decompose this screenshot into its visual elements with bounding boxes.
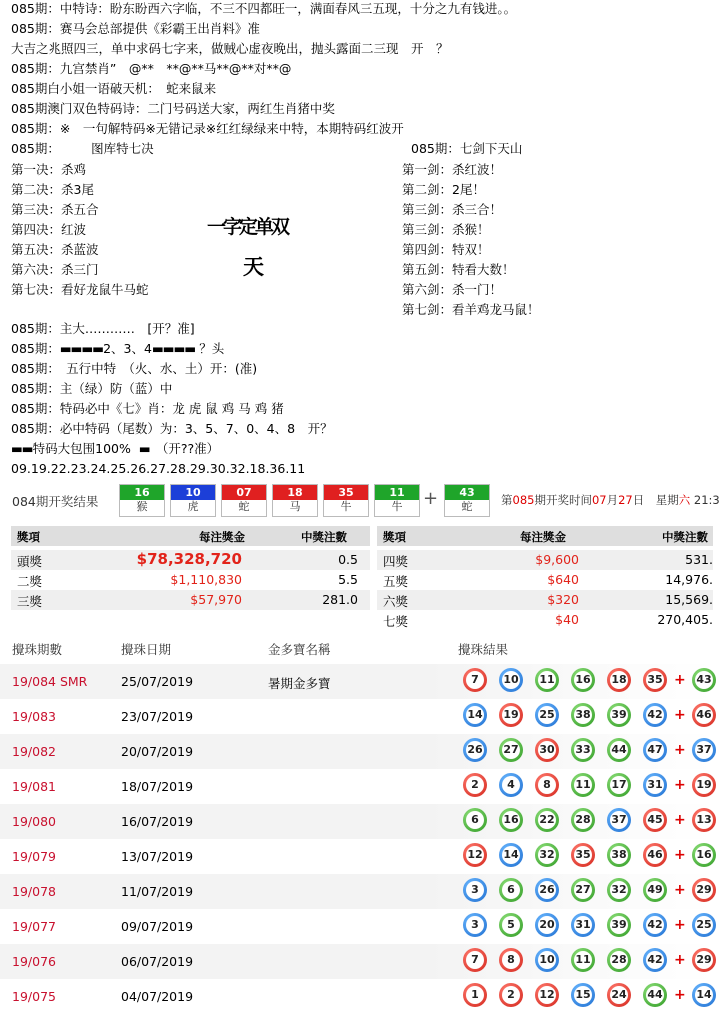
result-ball xyxy=(499,878,523,902)
ball-number: 4 xyxy=(502,776,520,794)
prize-count: 14,976. xyxy=(665,572,713,587)
jue-item: 第六决：杀三门 xyxy=(11,262,99,277)
result-ball xyxy=(571,948,595,972)
ball-number: 43 xyxy=(445,485,489,500)
result-ball xyxy=(374,484,420,517)
ball-number: 8 xyxy=(502,951,520,969)
ball-number: 42 xyxy=(646,916,664,934)
draw-date: 11/07/2019 xyxy=(121,884,194,899)
plus-sign: + xyxy=(423,488,439,509)
result-ball xyxy=(463,808,487,832)
result-ball xyxy=(643,878,667,902)
result-ball xyxy=(607,808,631,832)
ball-number: 7 xyxy=(466,951,484,969)
ball-number: 18 xyxy=(610,671,628,689)
prize-amount: $640 xyxy=(547,572,579,587)
ball-number: 15 xyxy=(574,986,592,1004)
draw-issue: 19/084 SMR xyxy=(12,674,88,689)
history-row xyxy=(0,664,713,699)
ball-number: 10 xyxy=(171,485,215,500)
draw-issue: 19/075 xyxy=(12,989,56,1004)
history-row xyxy=(0,804,713,839)
plus-sign: + xyxy=(674,952,686,968)
prize-count: 531. xyxy=(685,552,713,567)
ball-number: 11 xyxy=(574,951,592,969)
result-ball xyxy=(571,703,595,727)
history-row xyxy=(0,769,713,804)
prize-row xyxy=(377,550,713,570)
draw-name: 暑期金多寶 xyxy=(268,676,331,691)
result-ball xyxy=(643,703,667,727)
result-ball xyxy=(535,948,559,972)
result-ball xyxy=(535,878,559,902)
verse-line-6: 085期澳门双色特码诗：二门号码送大家，两红生肖猪中奖 xyxy=(11,101,335,116)
info-day: 27 xyxy=(618,493,633,507)
special-ball xyxy=(692,773,716,797)
special-ball xyxy=(692,703,716,727)
jue-item: 第四决：红波 xyxy=(11,222,87,237)
draw-result-bar xyxy=(0,483,720,517)
ball-number: 44 xyxy=(610,741,628,759)
result-ball xyxy=(272,484,318,517)
ball-number: 28 xyxy=(610,951,628,969)
ball-number: 2 xyxy=(466,776,484,794)
col-count: 中獎注數 xyxy=(662,530,708,544)
prize-amount: $40 xyxy=(555,612,579,627)
ball-number: 29 xyxy=(695,881,713,899)
result-ball xyxy=(463,878,487,902)
info-text: 月 xyxy=(606,493,619,507)
draw-issue: 19/081 xyxy=(12,779,56,794)
result-ball xyxy=(499,948,523,972)
plus-sign: + xyxy=(674,987,686,1003)
ball-zodiac: 蛇 xyxy=(238,500,250,513)
result-ball xyxy=(571,773,595,797)
plus-sign: + xyxy=(674,882,686,898)
prize-row xyxy=(11,550,370,570)
special-ball xyxy=(692,738,716,762)
result-ball xyxy=(535,913,559,937)
ball-zodiac: 虎 xyxy=(187,500,199,513)
prediction-line-3: 085期： 五行中特 （火、水、土）开：(准) xyxy=(11,361,258,376)
draw-issue: 19/082 xyxy=(12,744,56,759)
ball-zodiac: 牛 xyxy=(340,500,352,513)
prize-count: 5.5 xyxy=(338,572,358,587)
special-ball xyxy=(692,913,716,937)
prize-row xyxy=(377,570,713,590)
result-ball xyxy=(499,703,523,727)
result-ball xyxy=(323,484,369,517)
ball-number: 11 xyxy=(574,776,592,794)
result-ball xyxy=(535,808,559,832)
ball-number: 3 xyxy=(466,916,484,934)
info-text: 日 星期 xyxy=(632,493,679,507)
ball-number: 46 xyxy=(695,706,713,724)
result-ball xyxy=(607,878,631,902)
ball-number: 11 xyxy=(538,671,556,689)
info-month: 07 xyxy=(591,493,607,507)
plus-sign: + xyxy=(674,917,686,933)
col-prize: 獎項 xyxy=(17,530,40,544)
result-ball xyxy=(643,738,667,762)
ball-number: 20 xyxy=(538,916,556,934)
prize-amount: $9,600 xyxy=(535,552,579,567)
draw-issue: 19/079 xyxy=(12,849,56,864)
sword-item: 第二剑：2尾！ xyxy=(402,182,485,197)
prize-count: 15,569. xyxy=(665,592,713,607)
result-ball xyxy=(463,738,487,762)
prediction-line-7 xyxy=(11,440,219,458)
ball-number: 14 xyxy=(695,986,713,1004)
draw-issue: 19/080 xyxy=(12,814,56,829)
ball-number: 16 xyxy=(695,846,713,864)
draw-issue: 19/076 xyxy=(12,954,56,969)
result-ball xyxy=(221,484,267,517)
verse-line-4: 085期：九宫禁肖” @** **@**马**@**对**@ xyxy=(11,61,292,76)
ball-number: 22 xyxy=(538,811,556,829)
verse-line-1: 085期：中特诗：盼东盼西六字临，不三不四都旺一，满面春风三五现，十分之九有钱进。。 xyxy=(11,1,517,16)
prize-amount: $78,328,720 xyxy=(136,550,242,568)
ball-zodiac: 蛇 xyxy=(461,500,473,513)
bar-glyphs: ▬▬▬▬ xyxy=(59,341,104,356)
ball-number: 10 xyxy=(502,671,520,689)
special-ball xyxy=(692,808,716,832)
package-suffix: （开??准） xyxy=(149,441,220,456)
prize-row xyxy=(377,590,713,610)
ball-number: 30 xyxy=(538,741,556,759)
result-ball xyxy=(571,738,595,762)
ball-number: 6 xyxy=(502,881,520,899)
sword-item: 第五剑：特看大数！ xyxy=(402,262,515,277)
prediction-line-5: 085期：特码必中《七》肖：龙 虎 鼠 鸡 马 鸡 猪 xyxy=(11,401,284,416)
result-ball xyxy=(571,913,595,937)
plus-sign: + xyxy=(674,707,686,723)
draw-issue: 19/078 xyxy=(12,884,56,899)
col-name: 金多寶名稱 xyxy=(268,642,331,657)
result-ball xyxy=(535,983,559,1007)
history-row xyxy=(0,874,713,909)
number-list: 09.19.22.23.24.25.26.27.28.29.30.32.18.36.11 xyxy=(11,461,306,476)
prize-name: 二獎 xyxy=(17,574,43,589)
col-amount: 每注獎金 xyxy=(520,530,566,544)
jue-item: 第二决：杀3尾 xyxy=(11,182,94,197)
ball-number: 26 xyxy=(466,741,484,759)
ball-number: 37 xyxy=(610,811,628,829)
prize-name: 三獎 xyxy=(17,594,43,609)
bar-glyphs: ▬ xyxy=(138,441,150,456)
col-issue: 攪珠期數 xyxy=(12,642,63,657)
ball-number: 25 xyxy=(695,916,713,934)
ball-number: 32 xyxy=(538,846,556,864)
verse-line-3: 大吉之兆照四三，单中求码七字来，做贼心虚夜晚出，抛头露面二三现 开 ？ xyxy=(11,41,449,56)
result-ball xyxy=(463,773,487,797)
ball-number: 11 xyxy=(375,485,419,500)
ball-number: 44 xyxy=(646,986,664,1004)
ball-number: 18 xyxy=(273,485,317,500)
prize-name: 六獎 xyxy=(383,594,409,609)
history-row xyxy=(0,699,713,734)
jue-item: 第三决：杀五合 xyxy=(11,202,99,217)
result-ball xyxy=(535,738,559,762)
ball-number: 28 xyxy=(574,811,592,829)
ball-zodiac: 猴 xyxy=(136,500,148,513)
ball-number: 39 xyxy=(610,706,628,724)
prize-count: 0.5 xyxy=(338,552,358,567)
draw-date: 25/07/2019 xyxy=(121,674,194,689)
history-row xyxy=(0,944,713,979)
col-result: 攪珠結果 xyxy=(458,642,509,657)
next-draw-info xyxy=(501,492,720,508)
prediction-line-4: 085期：主（绿）防（蓝）中 xyxy=(11,381,173,396)
info-weekday: 六 xyxy=(678,493,691,507)
ball-number: 5 xyxy=(502,916,520,934)
ball-number: 47 xyxy=(646,741,664,759)
result-label: 084期开奖结果 xyxy=(12,494,99,509)
verse-line-7: 085期：※ 一句解特码※无错记录※红红绿绿来中特，本期特码红波开 xyxy=(11,121,404,136)
result-ball xyxy=(571,808,595,832)
ball-number: 35 xyxy=(324,485,368,500)
prize-header-right xyxy=(377,526,713,546)
jue-item: 第五决：杀蓝波 xyxy=(11,242,99,257)
ball-number: 49 xyxy=(646,881,664,899)
col-amount: 每注獎金 xyxy=(199,530,245,544)
ball-number: 32 xyxy=(610,881,628,899)
draw-date: 09/07/2019 xyxy=(121,919,194,934)
ball-number: 29 xyxy=(695,951,713,969)
prize-amount: $57,970 xyxy=(190,592,242,607)
draw-date: 18/07/2019 xyxy=(121,779,194,794)
result-ball xyxy=(499,668,523,692)
special-ball xyxy=(692,668,716,692)
plus-sign: + xyxy=(674,672,686,688)
sword-item: 第七剑：看羊鸡龙马鼠！ xyxy=(402,302,540,317)
result-ball xyxy=(499,913,523,937)
ball-number: 1 xyxy=(466,986,484,1004)
prize-row xyxy=(11,590,370,610)
prediction-line-1: 085期：主大………… [开？准] xyxy=(11,321,195,336)
info-text: 期开奖时间 xyxy=(534,493,592,507)
sword-item: 第一剑：杀红波！ xyxy=(402,162,503,177)
prediction-line-6: 085期：必中特码（尾数）为：3、5、7、0、4、8 开？ xyxy=(11,421,333,436)
bar-glyphs: ▬▬▬▬ xyxy=(151,341,196,356)
ball-zodiac: 牛 xyxy=(391,500,403,513)
ball-number: 33 xyxy=(574,741,592,759)
ball-number: 24 xyxy=(610,986,628,1004)
prefix: 085期： xyxy=(11,341,60,356)
result-ball xyxy=(571,668,595,692)
plus-sign: + xyxy=(674,812,686,828)
info-text: 第 xyxy=(501,493,513,507)
result-ball xyxy=(571,983,595,1007)
ball-number: 42 xyxy=(646,706,664,724)
verse-line-5: 085期白小姐一语破天机： 蛇来鼠来 xyxy=(11,81,217,96)
prize-header-left xyxy=(11,526,370,546)
plus-sign: + xyxy=(674,847,686,863)
ball-number: 39 xyxy=(610,916,628,934)
prize-amount: $320 xyxy=(547,592,579,607)
result-ball xyxy=(643,913,667,937)
sword-item: 第三剑：杀猴！ xyxy=(402,222,490,237)
col-count: 中獎注數 xyxy=(301,530,347,544)
history-row xyxy=(0,979,713,1014)
jue-item: 第七决：看好龙鼠牛马蛇 xyxy=(11,282,149,297)
result-ball xyxy=(463,913,487,937)
result-ball xyxy=(463,983,487,1007)
col-prize: 獎項 xyxy=(383,530,406,544)
ball-number: 16 xyxy=(120,485,164,500)
info-time: 21:3 xyxy=(693,493,720,507)
ball-number: 10 xyxy=(538,951,556,969)
result-ball xyxy=(463,668,487,692)
package-text: 特码大包围100% xyxy=(32,441,131,456)
result-ball xyxy=(463,843,487,867)
seven-sword-title: 085期：七剑下天山 xyxy=(411,141,523,156)
ball-number: 26 xyxy=(538,881,556,899)
ball-number: 27 xyxy=(574,881,592,899)
ball-number: 31 xyxy=(646,776,664,794)
calli-line-1: 一字定单双 xyxy=(207,216,288,238)
ball-number: 3 xyxy=(466,881,484,899)
prize-row xyxy=(11,570,370,590)
result-ball xyxy=(535,668,559,692)
special-ball xyxy=(692,983,716,1007)
result-ball xyxy=(607,948,631,972)
draw-date: 04/07/2019 xyxy=(121,989,194,1004)
history-row xyxy=(0,734,713,769)
result-ball xyxy=(643,983,667,1007)
result-ball xyxy=(571,878,595,902)
prize-name: 五獎 xyxy=(383,574,409,589)
jue-item: 第一决：杀鸡 xyxy=(11,162,87,177)
ball-number: 14 xyxy=(466,706,484,724)
plus-sign: + xyxy=(674,742,686,758)
ball-number: 12 xyxy=(466,846,484,864)
result-ball xyxy=(607,983,631,1007)
info-issue: 085 xyxy=(512,493,535,507)
result-ball xyxy=(535,843,559,867)
result-ball xyxy=(499,843,523,867)
result-ball xyxy=(499,738,523,762)
history-header xyxy=(0,634,713,662)
ball-number: 43 xyxy=(695,671,713,689)
prize-count: 270,405. xyxy=(657,612,713,627)
result-ball xyxy=(463,703,487,727)
ball-number: 8 xyxy=(538,776,556,794)
sword-item: 第六剑：杀一门！ xyxy=(402,282,503,297)
ball-number: 19 xyxy=(695,776,713,794)
result-ball xyxy=(643,773,667,797)
ball-number: 17 xyxy=(610,776,628,794)
result-ball xyxy=(607,843,631,867)
result-ball xyxy=(607,773,631,797)
head-suffix: ？头 xyxy=(199,341,225,356)
result-ball xyxy=(571,843,595,867)
prize-name: 頭獎 xyxy=(17,554,43,569)
draw-date: 20/07/2019 xyxy=(121,744,194,759)
verse-line-2: 085期：赛马会总部提供《彩霸王出肖料》准 xyxy=(11,21,260,36)
special-ball xyxy=(692,843,716,867)
ball-number: 13 xyxy=(695,811,713,829)
ball-number: 38 xyxy=(610,846,628,864)
col-date: 攪珠日期 xyxy=(121,642,172,657)
ball-number: 31 xyxy=(574,916,592,934)
bar-glyphs: ▬▬ xyxy=(11,441,33,456)
ball-number: 6 xyxy=(466,811,484,829)
result-ball xyxy=(119,484,165,517)
special-ball xyxy=(444,484,490,517)
result-ball xyxy=(607,703,631,727)
draw-issue: 19/083 xyxy=(12,709,56,724)
result-ball xyxy=(535,773,559,797)
ball-number: 46 xyxy=(646,846,664,864)
ball-number: 38 xyxy=(574,706,592,724)
prediction-line-2 xyxy=(11,340,224,358)
draw-date: 16/07/2019 xyxy=(121,814,194,829)
special-ball xyxy=(692,878,716,902)
plus-sign: + xyxy=(674,777,686,793)
ball-number: 19 xyxy=(502,706,520,724)
ball-number: 07 xyxy=(222,485,266,500)
draw-date: 06/07/2019 xyxy=(121,954,194,969)
prize-name: 四獎 xyxy=(383,554,409,569)
ball-number: 37 xyxy=(695,741,713,759)
special-ball xyxy=(692,948,716,972)
result-ball xyxy=(643,808,667,832)
ball-zodiac: 马 xyxy=(289,500,301,513)
calli-line-2: 天 xyxy=(243,254,264,279)
result-ball xyxy=(535,703,559,727)
result-ball xyxy=(499,983,523,1007)
prize-amount: $1,110,830 xyxy=(170,572,242,587)
ball-number: 16 xyxy=(502,811,520,829)
ball-number: 35 xyxy=(574,846,592,864)
result-ball xyxy=(463,948,487,972)
ball-number: 2 xyxy=(502,986,520,1004)
history-row xyxy=(0,839,713,874)
result-ball xyxy=(499,773,523,797)
history-row xyxy=(0,909,713,944)
result-ball xyxy=(607,913,631,937)
sword-item: 第三剑：杀三合！ xyxy=(402,202,503,217)
head-numbers: 2、3、4 xyxy=(103,341,152,356)
ball-number: 45 xyxy=(646,811,664,829)
result-ball xyxy=(170,484,216,517)
ball-number: 12 xyxy=(538,986,556,1004)
ball-number: 14 xyxy=(502,846,520,864)
result-ball xyxy=(607,668,631,692)
draw-date: 23/07/2019 xyxy=(121,709,194,724)
ball-number: 7 xyxy=(466,671,484,689)
prize-name: 七獎 xyxy=(383,614,409,629)
ball-number: 27 xyxy=(502,741,520,759)
seven-jue-title: 085期： 图库特七决 xyxy=(11,141,154,156)
result-ball xyxy=(643,843,667,867)
result-ball xyxy=(643,948,667,972)
ball-number: 16 xyxy=(574,671,592,689)
prize-row xyxy=(377,610,713,630)
result-ball xyxy=(607,738,631,762)
prize-count: 281.0 xyxy=(322,592,358,607)
ball-number: 35 xyxy=(646,671,664,689)
sword-item: 第四剑：特双！ xyxy=(402,242,490,257)
draw-issue: 19/077 xyxy=(12,919,56,934)
ball-number: 42 xyxy=(646,951,664,969)
result-ball xyxy=(499,808,523,832)
result-ball xyxy=(643,668,667,692)
ball-number: 25 xyxy=(538,706,556,724)
draw-date: 13/07/2019 xyxy=(121,849,194,864)
